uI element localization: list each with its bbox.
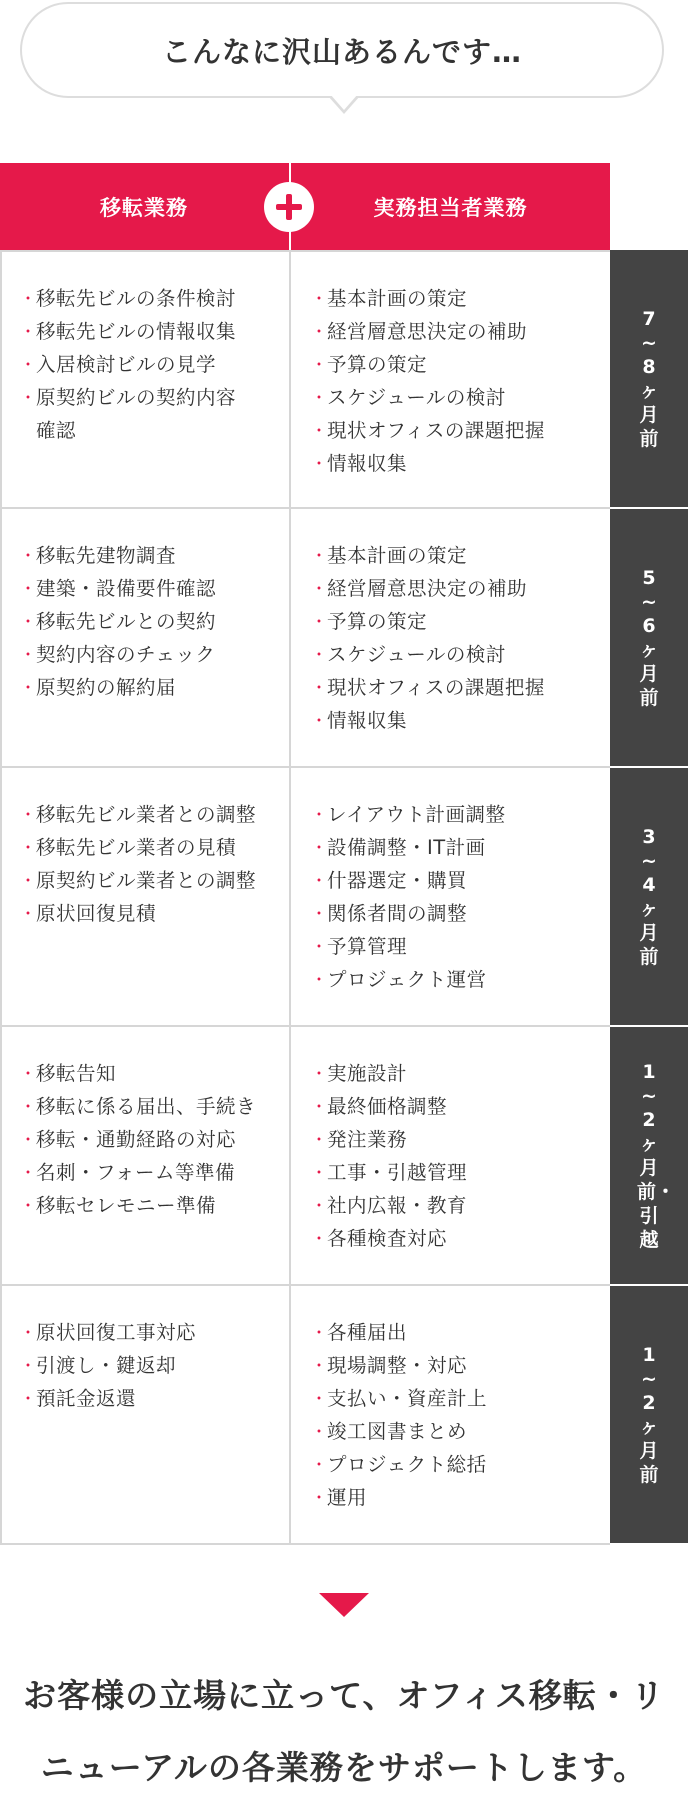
relocation-task-cell — [0, 509, 291, 768]
list-item-text: 支払い・資産計上 — [327, 1387, 488, 1410]
list-item — [309, 1156, 601, 1189]
list-item-text: 移転告知 — [36, 1062, 117, 1085]
bullet-icon: ・ — [311, 579, 328, 598]
task-list — [291, 768, 611, 996]
list-item — [18, 638, 281, 671]
list-item-text: 現状オフィスの課題把握 — [327, 419, 545, 442]
task-list — [291, 252, 611, 480]
relocation-task-cell — [0, 1286, 291, 1545]
list-item-text: 移転先ビルとの契約 — [36, 610, 217, 633]
bullet-icon: ・ — [311, 1130, 328, 1149]
list-item — [18, 1123, 281, 1156]
list-item-text: レイアウト計画調整 — [327, 803, 506, 826]
list-item — [18, 1156, 281, 1189]
period-text: 1~2ヶ月前 — [639, 1343, 659, 1486]
list-item — [18, 798, 281, 831]
task-list — [2, 1286, 291, 1415]
task-list — [2, 1027, 291, 1222]
list-item — [309, 381, 601, 414]
arrow-down-icon — [319, 1593, 369, 1617]
list-item — [309, 1481, 601, 1514]
list-item — [18, 539, 281, 572]
list-item — [309, 1415, 601, 1448]
bullet-icon: ・ — [20, 612, 37, 631]
list-item — [309, 1189, 601, 1222]
list-item-text: 基本計画の策定 — [327, 544, 468, 567]
bullet-icon: ・ — [20, 871, 37, 890]
practical-task-cell — [289, 1027, 611, 1286]
list-item-text: 原契約の解約届 — [36, 676, 177, 699]
list-item — [309, 798, 601, 831]
list-item — [309, 963, 601, 996]
task-list — [2, 252, 291, 447]
practical-task-cell — [289, 250, 611, 509]
list-item-text: プロジェクト運営 — [327, 968, 487, 991]
list-item — [18, 1057, 281, 1090]
bullet-icon: ・ — [20, 1130, 37, 1149]
relocation-task-cell — [0, 250, 291, 509]
bullet-icon: ・ — [20, 355, 37, 374]
period-label — [610, 509, 688, 768]
list-item-text: 運用 — [327, 1486, 368, 1509]
bullet-icon: ・ — [20, 1389, 37, 1408]
relocation-task-cell — [0, 1027, 291, 1286]
bullet-icon: ・ — [311, 612, 328, 631]
bullet-icon: ・ — [311, 546, 328, 565]
bullet-icon: ・ — [311, 388, 328, 407]
list-item — [309, 1090, 601, 1123]
speech-bubble-tail-fill — [330, 94, 358, 110]
bullet-icon: ・ — [311, 322, 328, 341]
list-item-text: 竣工図書まとめ — [327, 1420, 468, 1443]
list-item — [309, 1057, 601, 1090]
bullet-icon: ・ — [311, 1097, 328, 1116]
list-item — [309, 1123, 601, 1156]
list-item — [18, 864, 281, 897]
task-list — [2, 509, 291, 704]
list-item — [309, 1382, 601, 1415]
list-item-text: プロジェクト総括 — [327, 1453, 487, 1476]
list-item-text: 発注業務 — [327, 1128, 408, 1151]
period-text: 5~6ヶ月前 — [639, 566, 659, 709]
list-item-text: 各種届出 — [327, 1321, 408, 1344]
list-item — [309, 1448, 601, 1481]
list-item-text: 実施設計 — [327, 1062, 408, 1085]
bullet-icon: ・ — [20, 904, 37, 923]
list-item — [309, 897, 601, 930]
summary-line-2: ニューアルの各業務をサポートします。 — [40, 1748, 648, 1787]
list-item — [18, 348, 281, 381]
list-item — [309, 1222, 601, 1255]
bullet-icon: ・ — [311, 355, 328, 374]
list-item-text: 各種検査対応 — [327, 1227, 448, 1250]
list-item-text: 現場調整・対応 — [327, 1354, 468, 1377]
practical-task-cell — [289, 768, 611, 1027]
task-list — [291, 1286, 611, 1514]
list-item-text: 予算の策定 — [327, 353, 428, 376]
practical-task-cell — [289, 509, 611, 768]
list-item — [309, 572, 601, 605]
bullet-icon: ・ — [311, 937, 328, 956]
bullet-icon: ・ — [311, 454, 328, 473]
speech-bubble — [20, 2, 664, 98]
list-item-text: 原状回復工事対応 — [36, 1321, 197, 1344]
practical-task-cell — [289, 1286, 611, 1545]
bullet-icon: ・ — [311, 805, 328, 824]
list-item-text: 引渡し・鍵返却 — [36, 1354, 177, 1377]
list-item-text: 関係者間の調整 — [327, 902, 468, 925]
list-item-text: スケジュールの検討 — [327, 386, 506, 409]
summary-line-1: お客様の立場に立って、オフィス移転・リ — [23, 1676, 665, 1715]
period-label — [610, 1027, 688, 1286]
task-list — [2, 768, 291, 930]
list-item — [309, 1349, 601, 1382]
list-item-text: 預託金返還 — [36, 1387, 137, 1410]
list-item — [18, 572, 281, 605]
bullet-icon: ・ — [311, 1163, 328, 1182]
list-item — [309, 447, 601, 480]
table-row — [0, 768, 688, 1027]
bullet-icon: ・ — [20, 838, 37, 857]
list-item — [309, 1316, 601, 1349]
period-label — [610, 768, 688, 1027]
bullet-icon: ・ — [311, 1229, 328, 1248]
bullet-icon: ・ — [20, 322, 37, 341]
period-text: 7~8ヶ月前 — [639, 307, 659, 450]
list-item — [18, 315, 281, 348]
list-item — [18, 381, 281, 447]
table-row — [0, 1027, 688, 1286]
bullet-icon: ・ — [311, 970, 328, 989]
period-text: 3~4ヶ月前 — [639, 825, 659, 968]
list-item-text: 契約内容のチェック — [36, 643, 216, 666]
list-item-text: 原契約ビルの契約内容 確認 — [36, 386, 237, 442]
list-item-text: 設備調整・IT計画 — [327, 836, 486, 859]
bullet-icon: ・ — [311, 289, 328, 308]
table-row — [0, 250, 688, 509]
list-item — [18, 671, 281, 704]
header-right-label: 実務担当者業務 — [373, 195, 528, 220]
bullet-icon: ・ — [20, 805, 37, 824]
list-item — [18, 1349, 281, 1382]
bullet-icon: ・ — [20, 546, 37, 565]
task-list — [291, 509, 611, 737]
list-item — [309, 414, 601, 447]
period-text: 1~2ヶ月前・引越 — [637, 1060, 676, 1251]
list-item-text: 情報収集 — [327, 452, 408, 475]
list-item-text: 社内広報・教育 — [327, 1194, 468, 1217]
list-item-text: 建築・設備要件確認 — [36, 577, 217, 600]
bullet-icon: ・ — [20, 1064, 37, 1083]
list-item — [309, 605, 601, 638]
bullet-icon: ・ — [20, 388, 37, 407]
bullet-icon: ・ — [20, 1163, 37, 1182]
list-item-text: 移転先ビル業者の見積 — [36, 836, 237, 859]
bullet-icon: ・ — [20, 1196, 37, 1215]
bubble-text: こんなに沢山あるんです… — [161, 34, 522, 69]
bullet-icon: ・ — [311, 1323, 328, 1342]
table-row — [0, 1286, 688, 1545]
list-item — [18, 282, 281, 315]
bullet-icon: ・ — [311, 1488, 328, 1507]
list-item-text: 移転先ビルの情報収集 — [36, 320, 237, 343]
list-item — [309, 671, 601, 704]
list-item — [18, 605, 281, 638]
period-label — [610, 250, 688, 509]
list-item — [18, 1316, 281, 1349]
list-item — [309, 539, 601, 572]
list-item-text: 原契約ビル業者との調整 — [36, 869, 257, 892]
list-item — [18, 831, 281, 864]
header-relocation-tasks — [0, 163, 290, 250]
list-item-text: 移転・通勤経路の対応 — [36, 1128, 237, 1151]
header-practical-tasks — [291, 163, 610, 250]
bullet-icon: ・ — [20, 678, 37, 697]
list-item — [309, 930, 601, 963]
bullet-icon: ・ — [311, 1064, 328, 1083]
list-item-text: 工事・引越管理 — [327, 1161, 468, 1184]
list-item-text: 移転先ビル業者との調整 — [36, 803, 257, 826]
bullet-icon: ・ — [311, 838, 328, 857]
list-item-text: 原状回復見積 — [36, 902, 157, 925]
list-item-text: 予算管理 — [327, 935, 408, 958]
list-item — [309, 348, 601, 381]
list-item — [18, 1382, 281, 1415]
header-left-label: 移転業務 — [100, 195, 188, 220]
plus-icon — [264, 182, 314, 232]
list-item-text: 予算の策定 — [327, 610, 428, 633]
list-item-text: 移転に係る届出、手続き — [36, 1095, 257, 1118]
task-list — [291, 1027, 611, 1255]
list-item-text: 最終価格調整 — [327, 1095, 448, 1118]
bullet-icon: ・ — [311, 1455, 328, 1474]
period-label — [610, 1286, 688, 1545]
list-item — [18, 1090, 281, 1123]
list-item — [309, 315, 601, 348]
list-item — [309, 704, 601, 737]
bullet-icon: ・ — [20, 645, 37, 664]
bullet-icon: ・ — [20, 1323, 37, 1342]
list-item-text: 基本計画の策定 — [327, 287, 468, 310]
list-item-text: 移転セレモニー準備 — [36, 1194, 217, 1217]
bullet-icon: ・ — [311, 1422, 328, 1441]
list-item — [309, 831, 601, 864]
list-item-text: 入居検討ビルの見学 — [36, 353, 217, 376]
bullet-icon: ・ — [311, 711, 328, 730]
table-row — [0, 509, 688, 768]
summary-text — [0, 1660, 688, 1804]
bullet-icon: ・ — [20, 579, 37, 598]
bullet-icon: ・ — [311, 871, 328, 890]
list-item-text: 経営層意思決定の補助 — [327, 320, 528, 343]
list-item-text: 什器選定・購買 — [327, 869, 468, 892]
list-item — [309, 638, 601, 671]
bullet-icon: ・ — [20, 289, 37, 308]
list-item-text: 移転先ビルの条件検討 — [36, 287, 237, 310]
list-item — [18, 897, 281, 930]
bullet-icon: ・ — [311, 645, 328, 664]
list-item-text: 経営層意思決定の補助 — [327, 577, 528, 600]
bullet-icon: ・ — [20, 1356, 37, 1375]
bullet-icon: ・ — [311, 421, 328, 440]
list-item — [18, 1189, 281, 1222]
bullet-icon: ・ — [311, 1196, 328, 1215]
list-item-text: スケジュールの検討 — [327, 643, 506, 666]
bullet-icon: ・ — [311, 1356, 328, 1375]
list-item-text: 移転先建物調査 — [36, 544, 177, 567]
list-item-text: 情報収集 — [327, 709, 408, 732]
relocation-task-cell — [0, 768, 291, 1027]
bullet-icon: ・ — [311, 678, 328, 697]
bullet-icon: ・ — [311, 1389, 328, 1408]
list-item-text: 名刺・フォーム等準備 — [36, 1161, 236, 1184]
list-item — [309, 864, 601, 897]
bullet-icon: ・ — [20, 1097, 37, 1116]
list-item — [309, 282, 601, 315]
bullet-icon: ・ — [311, 904, 328, 923]
list-item-text: 現状オフィスの課題把握 — [327, 676, 545, 699]
